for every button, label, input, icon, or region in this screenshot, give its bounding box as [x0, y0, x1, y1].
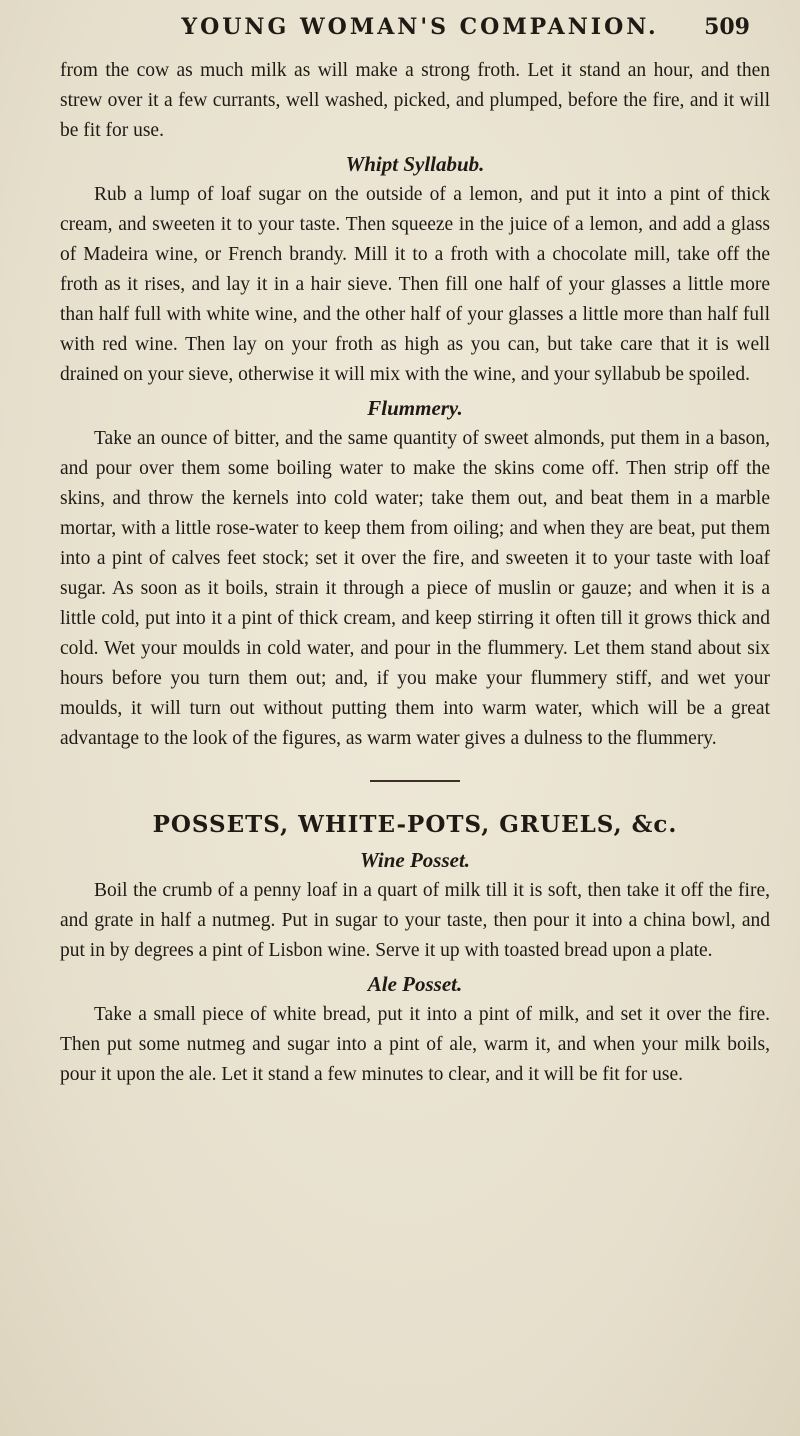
section-divider	[370, 780, 460, 782]
recipe-body-ale-posset: Take a small piece of white bread, put it into a pint of milk, and set it over the fire. Then put some nutmeg and sugar into a pint of ale, warm it, and when your milk boils, pour it upon the ale. Let it stand a few minutes to clear, and it will be fit for use.	[60, 1004, 770, 1085]
recipe-title-whipt-syllabub: Whipt Syllabub.	[345, 152, 485, 176]
intro-paragraph: from the cow as much milk as will make a strong froth. Let it stand an hour, and then strew over it a few currants, well washed, picked, and plumped, before the fire, and it will be fit for use.	[60, 60, 770, 141]
recipe-title-flummery: Flummery.	[367, 396, 463, 420]
body-text	[60, 56, 770, 1090]
recipe-body-whipt-syllabub: Rub a lump of loaf sugar on the outside of a lemon, and put it into a pint of thick cream, and sweeten it to your taste. Then squeeze in the juice of a lemon, and add a glass of Madeira wine, or French brandy. Mill it to a froth with a chocolate mill, take off the froth as it rises, and lay it in a hair sieve. Then fill one half of your glasses a little more than half full with white wine, and the other half of your glasses a little more than half full with red wine. Then lay on your froth as high as you can, but take care that it is well drained on your sieve, otherwise it will mix with the wine, and your syllabub be spoiled.	[60, 184, 770, 385]
page-number: 509	[704, 14, 750, 40]
recipe-body-flummery: Take an ounce of bitter, and the same quantity of sweet almonds, put them in a bason, and pour over them some boiling water to make the skins come off. Then strip off the skins, and throw the kernels into cold water; take them out, and beat them in a marble mortar, with a little rose-water to keep them from oiling; and when they are beat, put them into a pint of calves feet stock; set it over the fire, and sweeten it to your taste with loaf sugar. As soon as it boils, strain it through a piece of muslin or gauze; and when it is a little cold, put into it a pint of thick cream, and keep stirring it often till it grows thick and cold. Wet your moulds in cold water, and pour in the flummery. Let them stand about six hours before you turn them out; and, if you make your flummery stiff, and wet your moulds, it will turn out without putting them into warm water, which will be a great advantage to the look of the figures, as warm water gives a dulness to the flummery.	[60, 428, 770, 749]
recipe-title-wine-posset: Wine Posset.	[359, 848, 471, 872]
recipe-body-wine-posset: Boil the crumb of a penny loaf in a quart of milk till it is soft, then take it off the fire, and grate in half a nutmeg. Put in sugar to your taste, then pour it into a china bowl, and put in by degrees a pint of Lisbon wine. Serve it up with toasted bread upon a plate.	[60, 880, 770, 961]
page-header	[80, 6, 760, 50]
section-title: POSSETS, WHITE-POTS, GRUELS, &c.	[152, 811, 678, 838]
recipe-title-ale-posset: Ale Posset.	[367, 972, 463, 996]
running-head: YOUNG WOMAN'S COMPANION.	[181, 14, 659, 40]
